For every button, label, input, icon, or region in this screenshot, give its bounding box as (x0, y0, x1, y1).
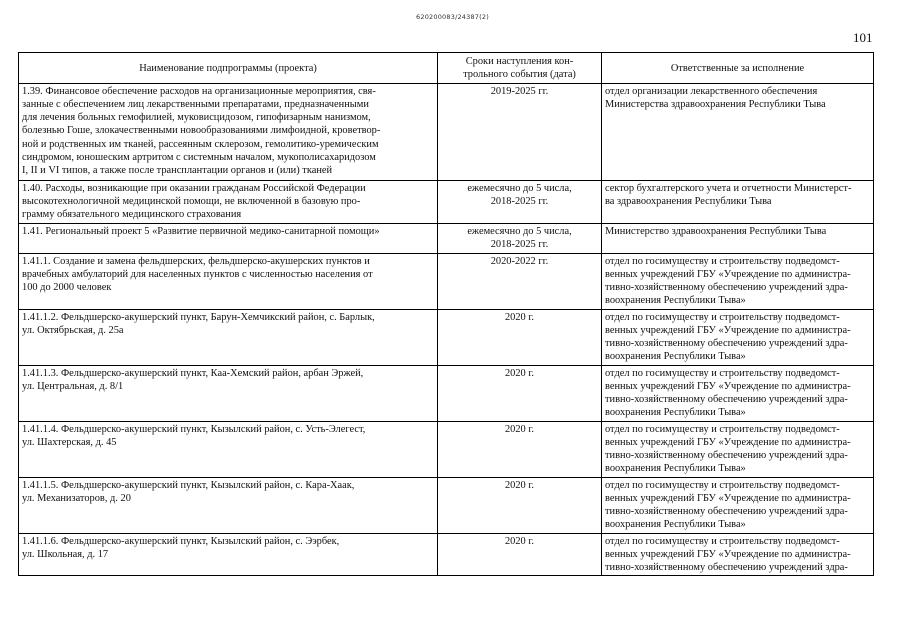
page-number: 101 (853, 30, 873, 45)
cell-responsible: отдел по госимуществу и строительству подведомст- венных учреждений ГБУ «Учреждение по администра- тивно-хозяйственному обеспечению учреждений здра- (602, 534, 874, 576)
document-id: 620200083/24387(2) (416, 13, 489, 21)
cell-subprogram-name: 1.41.1.3. Фельдшерско-акушерский пункт, Каа-Хемский район, арбан Эржей, ул. Центральная, д. 8/1 (19, 366, 438, 422)
cell-subprogram-name: 1.41. Региональный проект 5 «Развитие первичной медико-санитарной помощи» (19, 224, 438, 254)
cell-responsible: сектор бухгалтерского учета и отчетности Министерст- ва здравоохранения Республики Тыва (602, 181, 874, 224)
column-header-name: Наименование подпрограммы (проекта) (19, 53, 438, 84)
cell-deadline: 2020 г. (438, 366, 602, 422)
cell-responsible: отдел по госимуществу и строительству подведомст- венных учреждений ГБУ «Учреждение по администра- тивно-хозяйственному обеспечению учреждений здра- воохранения Республики Тыва» (602, 254, 874, 310)
cell-responsible: отдел по госимуществу и строительству подведомст- венных учреждений ГБУ «Учреждение по администра- тивно-хозяйственному обеспечению учреждений здра- воохранения Республики Тыва» (602, 478, 874, 534)
table-row (19, 254, 874, 310)
cell-subprogram-name: 1.41.1. Создание и замена фельдшерских, фельдшерско-акушерских пунктов и врачебных амбулаторий для населенных пунктов с численностью населения от 100 до 2000 человек (19, 254, 438, 310)
cell-subprogram-name: 1.40. Расходы, возникающие при оказании гражданам Российской Федерации высокотехнологичной медицинской помощи, не включенной в базовую про- грамму обязательного медицинского страхования (19, 181, 438, 224)
cell-responsible: отдел организации лекарственного обеспечения Министерства здравоохранения Республики Тыва (602, 84, 874, 181)
table-row (19, 181, 874, 224)
table-row (19, 84, 874, 181)
cell-subprogram-name: 1.41.1.4. Фельдшерско-акушерский пункт, Кызылский район, с. Усть-Элегест, ул. Шахтерская, д. 45 (19, 422, 438, 478)
cell-deadline: 2020 г. (438, 534, 602, 576)
table-row (19, 366, 874, 422)
cell-deadline: 2020 г. (438, 422, 602, 478)
column-header-responsible: Ответственные за исполнение (602, 53, 874, 84)
table-row (19, 310, 874, 366)
cell-deadline: 2020 г. (438, 478, 602, 534)
cell-subprogram-name: 1.41.1.6. Фельдшерско-акушерский пункт, Кызылский район, с. Ээрбек, ул. Школьная, д. 17 (19, 534, 438, 576)
table-row (19, 422, 874, 478)
column-header-date: Сроки наступления кон- трольного события (дата) (438, 53, 602, 84)
table-row (19, 224, 874, 254)
cell-deadline: ежемесячно до 5 числа, 2018-2025 гг. (438, 224, 602, 254)
cell-responsible: отдел по госимуществу и строительству подведомст- венных учреждений ГБУ «Учреждение по администра- тивно-хозяйственному обеспечению учреждений здра- воохранения Республики Тыва» (602, 366, 874, 422)
cell-subprogram-name: 1.41.1.2. Фельдшерско-акушерский пункт, Барун-Хемчикский район, с. Барлык, ул. Октябрьская, д. 25а (19, 310, 438, 366)
cell-responsible: отдел по госимуществу и строительству подведомст- венных учреждений ГБУ «Учреждение по администра- тивно-хозяйственному обеспечению учреждений здра- воохранения Республики Тыва» (602, 422, 874, 478)
cell-deadline: 2020 г. (438, 310, 602, 366)
table-header-row (19, 53, 874, 84)
cell-responsible: Министерство здравоохранения Республики Тыва (602, 224, 874, 254)
cell-deadline: ежемесячно до 5 числа, 2018-2025 гг. (438, 181, 602, 224)
cell-subprogram-name: 1.39. Финансовое обеспечение расходов на организационные мероприятия, свя- занные с обеспечением лиц лекарственными препаратами, предназначенными для лечения больных гемофилией, муковисцидозом, гипофизарным нанизмом, болезнью Гоше, злокачественными новообразованиями лимфоидной, кроветвор- ной и родственных им тканей, рассеянным склерозом, гемолитико-уремическим синдромом, юношеским артритом с системным началом, мукополисахаридозом I, II и VI типов, а также после трансплантации органов и (или) тканей (19, 84, 438, 181)
subprogram-table (18, 52, 874, 576)
cell-deadline: 2020-2022 гг. (438, 254, 602, 310)
cell-subprogram-name: 1.41.1.5. Фельдшерско-акушерский пункт, Кызылский район, с. Кара-Хаак, ул. Механизаторов, д. 20 (19, 478, 438, 534)
table-row (19, 534, 874, 576)
cell-responsible: отдел по госимуществу и строительству подведомст- венных учреждений ГБУ «Учреждение по администра- тивно-хозяйственному обеспечению учреждений здра- воохранения Республики Тыва» (602, 310, 874, 366)
table-row (19, 478, 874, 534)
cell-deadline: 2019-2025 гг. (438, 84, 602, 181)
